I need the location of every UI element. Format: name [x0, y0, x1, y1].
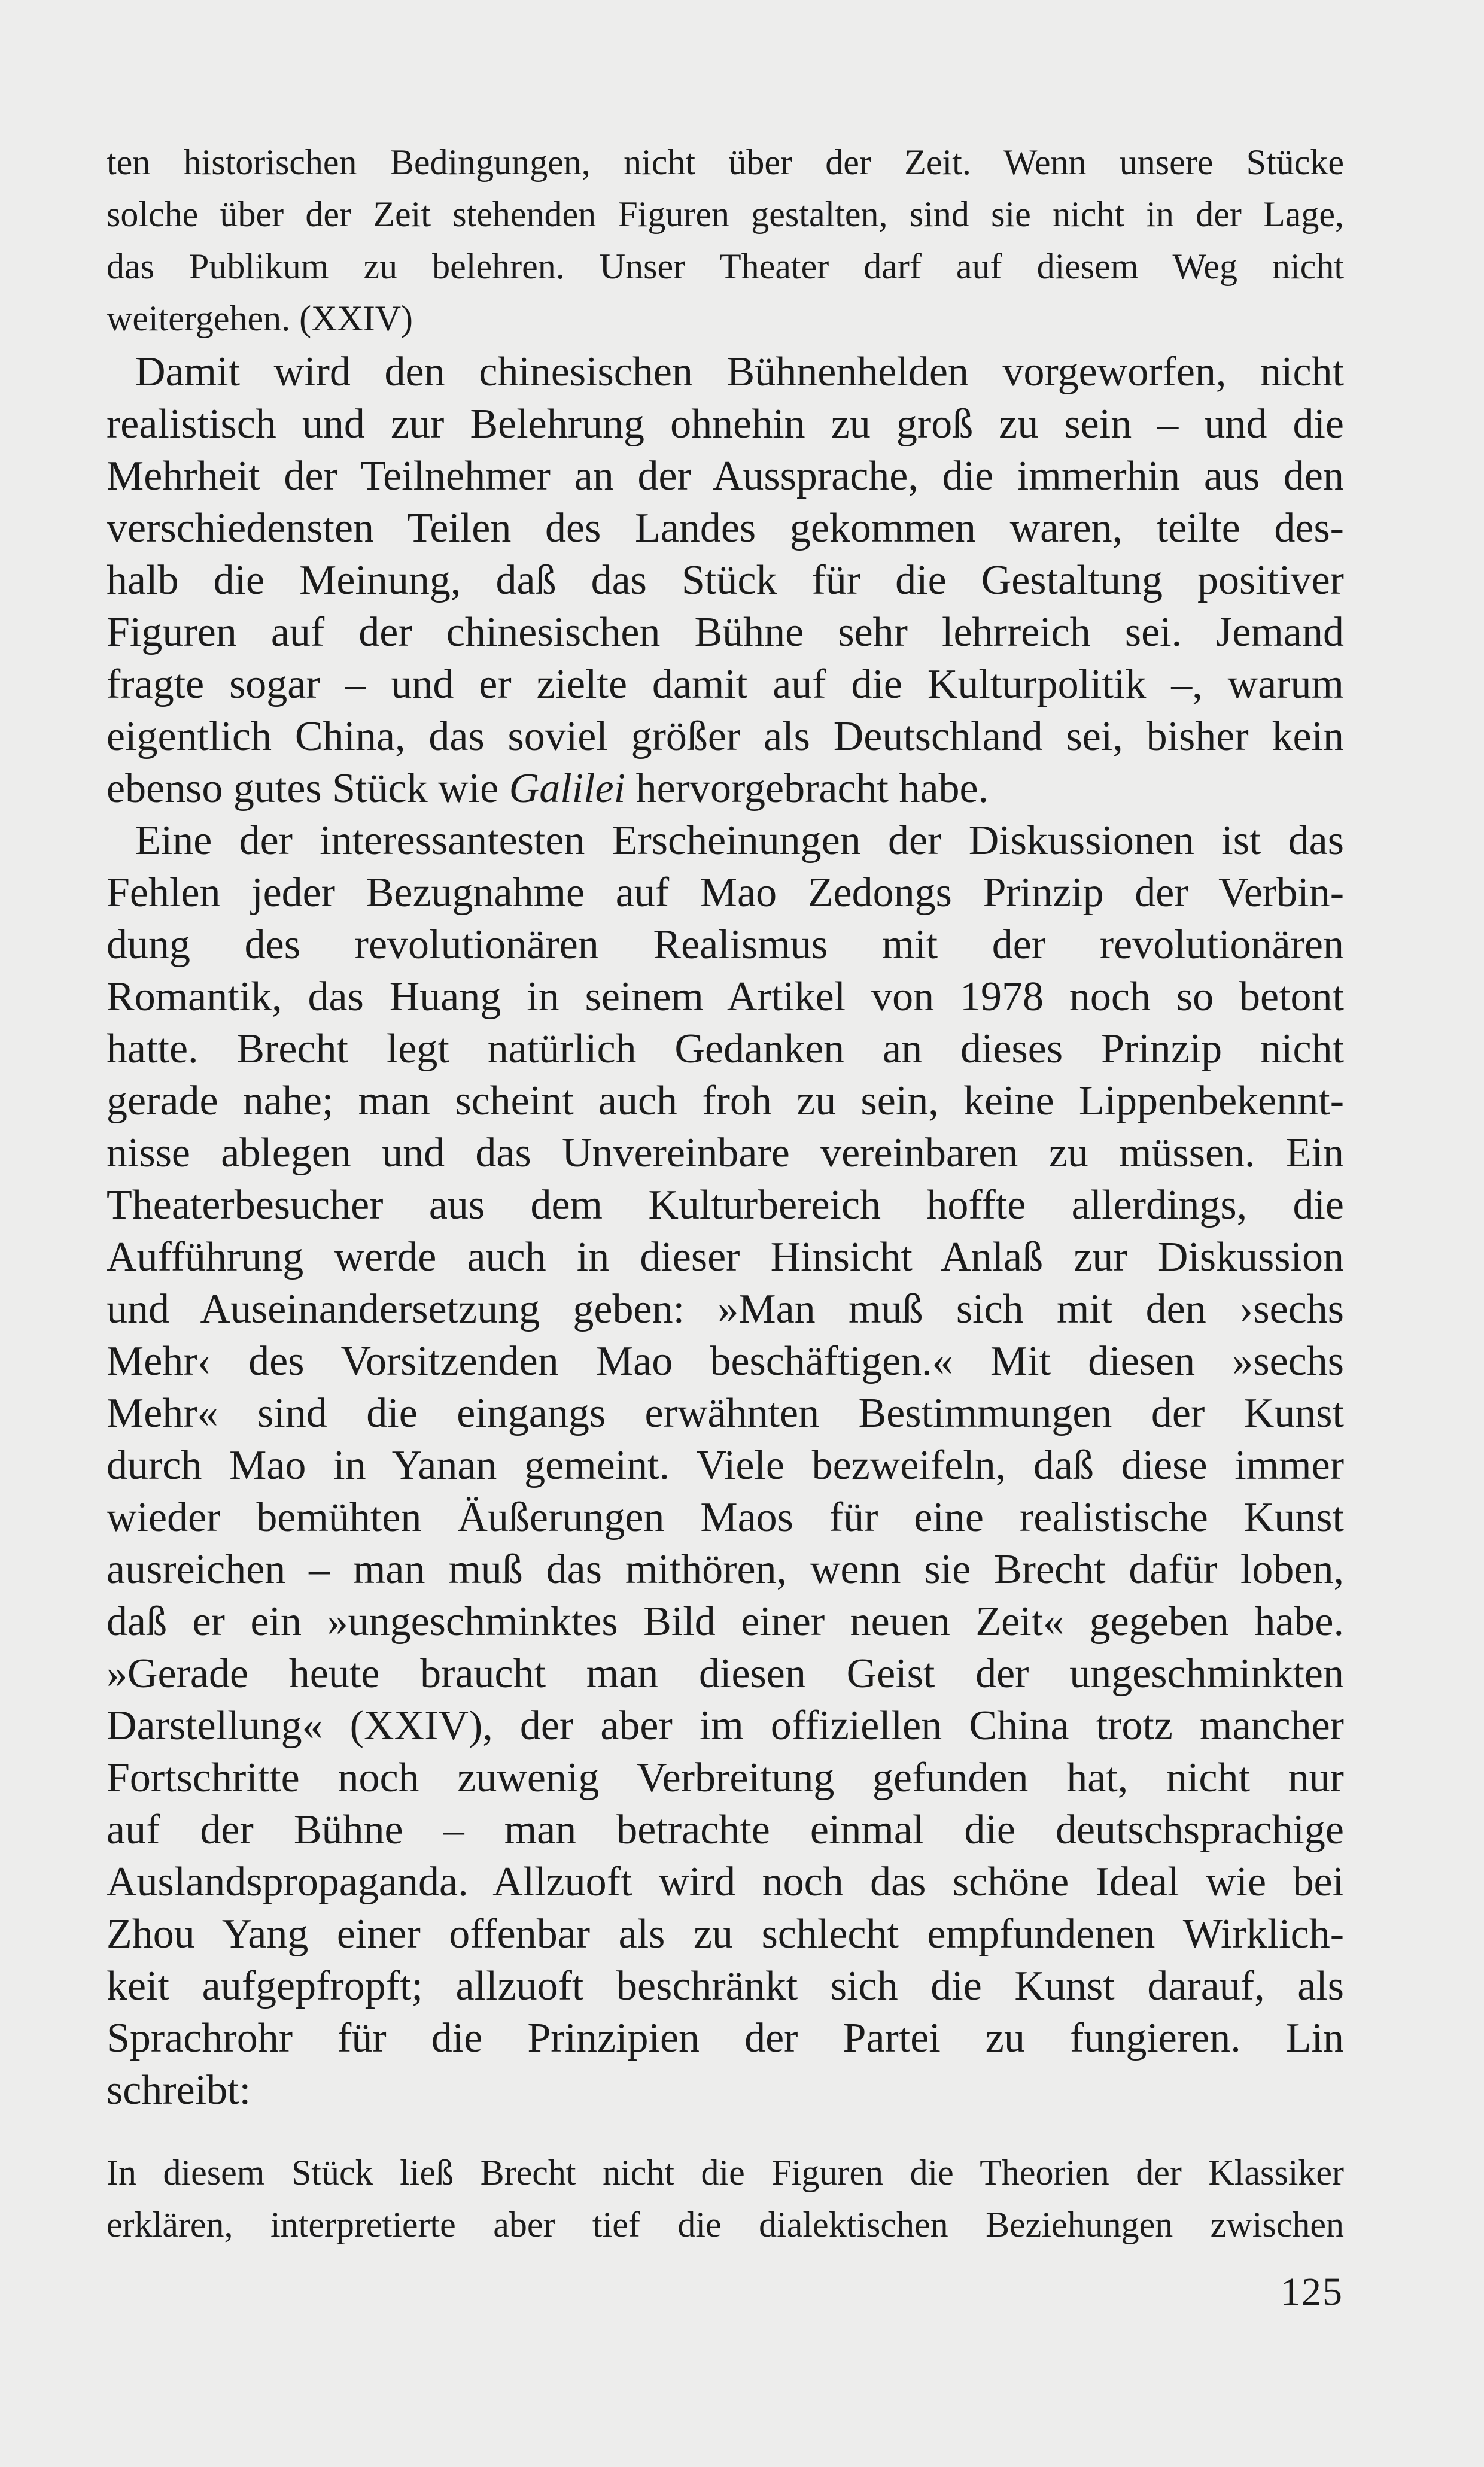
text-line: durch Mao in Yanan gemeint. Viele bezweifeln, daß diese immer [107, 1442, 1344, 1488]
text-line: realistisch und zur Belehrung ohnehin zu groß zu sein – und die [107, 401, 1344, 447]
paragraph-1 [107, 346, 1344, 815]
text-line: verschiedensten Teilen des Landes gekommen waren, teilte des- [107, 505, 1344, 551]
text-line: solche über der Zeit stehenden Figuren gestalten, sind sie nicht in der Lage, [107, 195, 1344, 234]
text-line: eigentlich China, das soviel größer als Deutschland sei, bisher kein [107, 713, 1344, 759]
text-line: auf der Bühne – man betrachte einmal die deutschsprachige [107, 1807, 1344, 1853]
text-line: Aufführung werde auch in dieser Hinsicht Anlaß zur Diskussion [107, 1234, 1344, 1280]
text-line: wieder bemühten Äußerungen Maos für eine realistische Kunst [107, 1494, 1344, 1541]
text-line: schreibt: [107, 2067, 251, 2113]
text-line: keit aufgepfropft; allzuoft beschränkt sich die Kunst darauf, als [107, 1963, 1344, 2009]
text-line: Mehr‹ des Vorsitzenden Mao beschäftigen.« Mit diesen »sechs [107, 1338, 1344, 1384]
text-line: Zhou Yang einer offenbar als zu schlecht empfundenen Wirklich- [107, 1911, 1344, 1957]
text-line: Mehrheit der Teilnehmer an der Aussprache, die immerhin aus den [107, 453, 1344, 499]
text-line: Sprachrohr für die Prinzipien der Partei zu fungieren. Lin [107, 2015, 1344, 2061]
text-line: Eine der interessantesten Erscheinungen der Diskussionen ist das [135, 818, 1344, 864]
text-run: ebenso gutes Stück wie [107, 765, 509, 812]
text-line: daß er ein »ungeschminktes Bild einer neuen Zeit« gegeben habe. [107, 1599, 1344, 1645]
text-line: Mehr« sind die eingangs erwähnten Bestimmungen der Kunst [107, 1390, 1344, 1436]
text-line: hatte. Brecht legt natürlich Gedanken an dieses Prinzip nicht [107, 1026, 1344, 1072]
text-line [107, 762, 1344, 815]
quote-block-top [107, 136, 1344, 345]
text-line: Theaterbesucher aus dem Kulturbereich hoffte allerdings, die [107, 1182, 1344, 1228]
text-line: nisse ablegen und das Unvereinbare vereinbaren zu müssen. Ein [107, 1130, 1344, 1176]
text-line: Damit wird den chinesischen Bühnenhelden vorgeworfen, nicht [135, 349, 1344, 395]
text-line: Romantik, das Huang in seinem Artikel von 1978 noch so betont [107, 974, 1344, 1020]
text-line: Darstellung« (XXIV), der aber im offiziellen China trotz mancher [107, 1703, 1344, 1749]
italic-title: Galilei [509, 765, 626, 812]
text-line: fragte sogar – und er zielte damit auf die Kulturpolitik –, warum [107, 661, 1344, 707]
page-number: 125 [1281, 2270, 1343, 2314]
text-line: Fortschritte noch zuwenig Verbreitung gefunden hat, nicht nur [107, 1755, 1344, 1801]
text-line: gerade nahe; man scheint auch froh zu sein, keine Lippenbekennt- [107, 1078, 1344, 1124]
text-line: dung des revolutionären Realismus mit der revolutionären [107, 922, 1344, 968]
text-line: In diesem Stück ließ Brecht nicht die Figuren die Theorien der Klassiker [107, 2153, 1344, 2192]
text-line: und Auseinandersetzung geben: »Man muß sich mit den ›sechs [107, 1286, 1344, 1332]
text-line: halb die Meinung, daß das Stück für die Gestaltung positiver [107, 557, 1344, 603]
text-line: ausreichen – man muß das mithören, wenn sie Brecht dafür loben, [107, 1547, 1344, 1593]
text-line: ten historischen Bedingungen, nicht über der Zeit. Wenn unsere Stücke [107, 142, 1344, 182]
text-line: Figuren auf der chinesischen Bühne sehr lehrreich sei. Jemand [107, 609, 1344, 655]
text-line: Auslandspropaganda. Allzuoft wird noch das schöne Ideal wie bei [107, 1859, 1344, 1905]
text-line: »Gerade heute braucht man diesen Geist der ungeschminkten [107, 1651, 1344, 1697]
text-line: erklären, interpretierte aber tief die dialektischen Beziehungen zwischen [107, 2205, 1344, 2244]
text-run: hervorgebracht habe. [625, 765, 989, 812]
text-line: das Publikum zu belehren. Unser Theater darf auf diesem Weg nicht [107, 247, 1344, 286]
quote-block-bottom [107, 2147, 1344, 2251]
text-line: Fehlen jeder Bezugnahme auf Mao Zedongs Prinzip der Verbin- [107, 870, 1344, 916]
paragraph-2 [107, 815, 1344, 2116]
text-line: weitergehen. (XXIV) [107, 299, 413, 338]
